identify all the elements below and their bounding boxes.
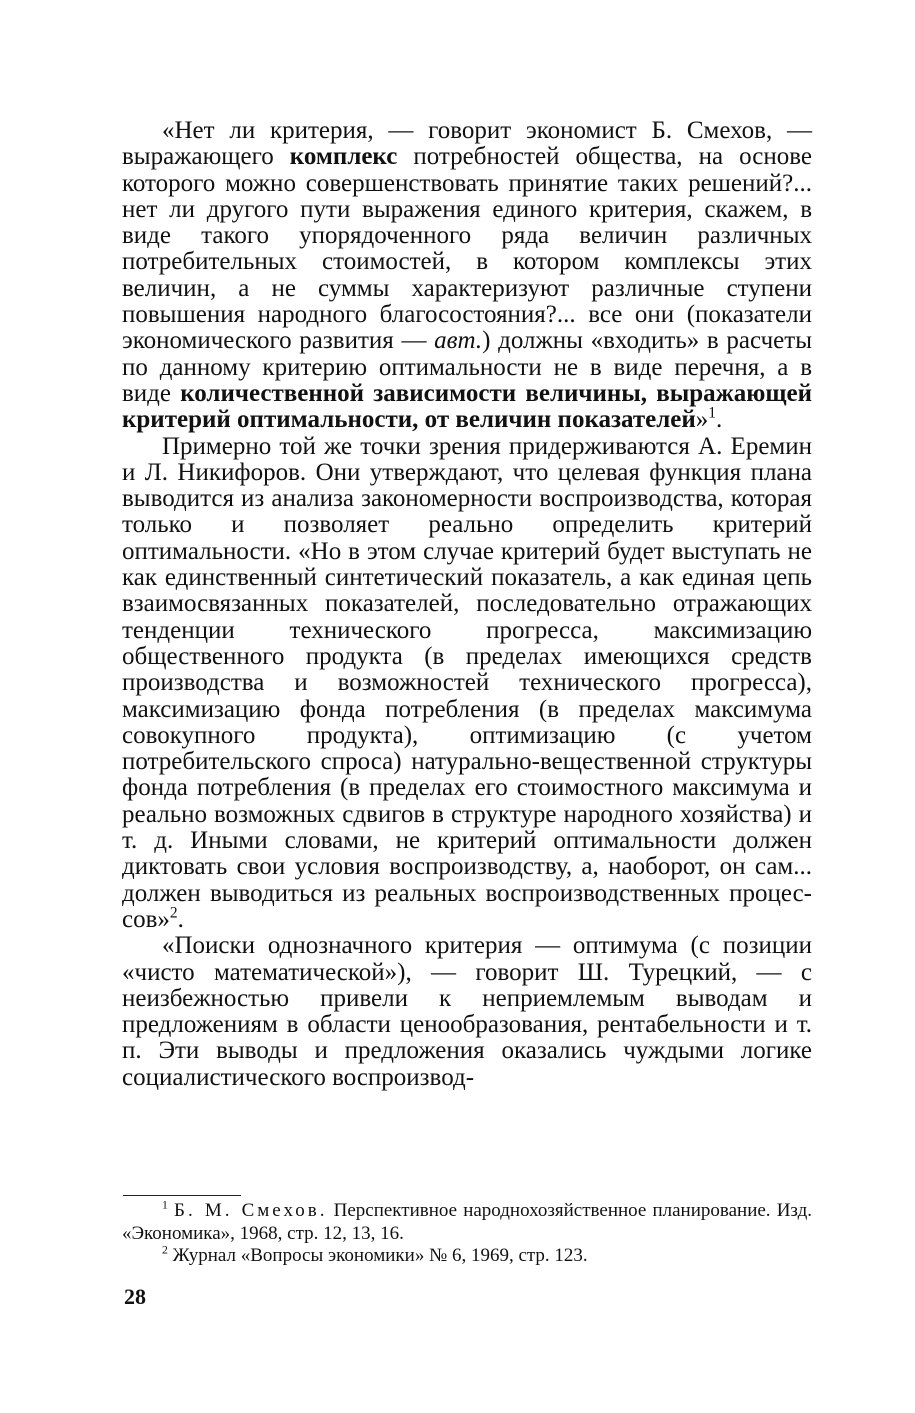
footnote-1-mark: 1 — [162, 1198, 168, 1212]
footnote-ref-1: 1 — [708, 404, 717, 422]
paragraph-1-quote-close: » — [695, 406, 709, 434]
emphasis-quantitative-dependence: количественной зависимости величины, выражающей критерий оптимальности, от величин показателей — [122, 379, 812, 434]
main-text — [122, 118, 812, 1091]
footnote-1-author: Б. М. Смехов. — [174, 1200, 328, 1221]
paragraph-3 — [122, 933, 812, 1091]
footnote-separator — [123, 1195, 241, 1196]
paragraph-2-end: . — [177, 905, 184, 933]
paragraph-1 — [122, 118, 812, 434]
footnote-2-mark: 2 — [162, 1243, 168, 1257]
footnote-1-text: Перспективное народнохозяйственное планирование. Изд. «Экономика», 1968, стр. 12, 13, 16. — [122, 1200, 812, 1244]
paragraph-1-end: . — [716, 406, 723, 434]
footnotes — [122, 1200, 812, 1268]
footnote-ref-2: 2 — [169, 904, 178, 922]
paragraph-3-text: «Поиски однозначного критерия — оптимума (с позиции «чисто математической»), — говорит Ш. Турецкий, — с неизбежностью привели к неприемлемым выводам и предложениям в области ценообразования, рентабельности и т. п. Эти выводы и предложения оказались чуждыми логике социалистического воспроизвод- — [122, 932, 812, 1091]
footnote-2-text: Журнал «Вопросы экономики» № 6, 1969, стр. 123. — [167, 1245, 588, 1266]
emphasis-complex: комплекс — [289, 143, 398, 171]
paragraph-2 — [122, 434, 812, 934]
paragraph-1-text-b: потребностей общества, на основе которого можно совершенствовать принятие таких решений?... нет ли другого пути выражения единого критерия, скажем, в виде такого упорядоченного ряда величин различных потребительных стоимостей, в котором комплексы этих величин, а не суммы характеризуют различные ступени повышения народного благосостояния?... все они (показатели экономического развития — — [122, 143, 812, 355]
paragraph-2-text: Примерно той же точки зрения придерживаются А. Еремин и Л. Никифоров. Они утверждают, что целевая функция плана выводится из анализа закономерности воспроизводства, которая только и позволяет реально определить критерий оптимальности. «Но в этом случае критерий будет выступать не как единственный синтетический показатель, а как единая цепь взаимосвязанных показателей, последовательно отражающих тенденции технического прогресса, максимизацию общественного продукта (в пределах имеющихся средств производства и возможностей технического прогресса), максимизацию фонда потребления (в пределах максимума совокупного продукта), оптимизацию (с учетом потребительского спроса) натурально-вещественной структуры фонда потребления (в пределах его стоимостного максимума и реально возможных сдвигов в структуре народного хозяйства) и т. д. Иными словами, не критерий оптимальности должен диктовать свои условия воспроизводству, а, наоборот, он сам... должен выводиться из реальных воспроизводственных процессов» — [122, 432, 812, 933]
footnote-1 — [122, 1200, 812, 1245]
paragraph-1-text-a: «Нет ли критерия, — говорит экономист Б. Смехов, — выражающего — [122, 117, 812, 171]
paragraph-1-text-c: ) должны «входить» в расчеты по данному критерию оптимальности не в виде перечня, а в виде — [122, 327, 812, 407]
author-note: авт. — [434, 327, 483, 355]
page-number: 28 — [124, 1284, 146, 1309]
footnote-2 — [122, 1245, 812, 1268]
